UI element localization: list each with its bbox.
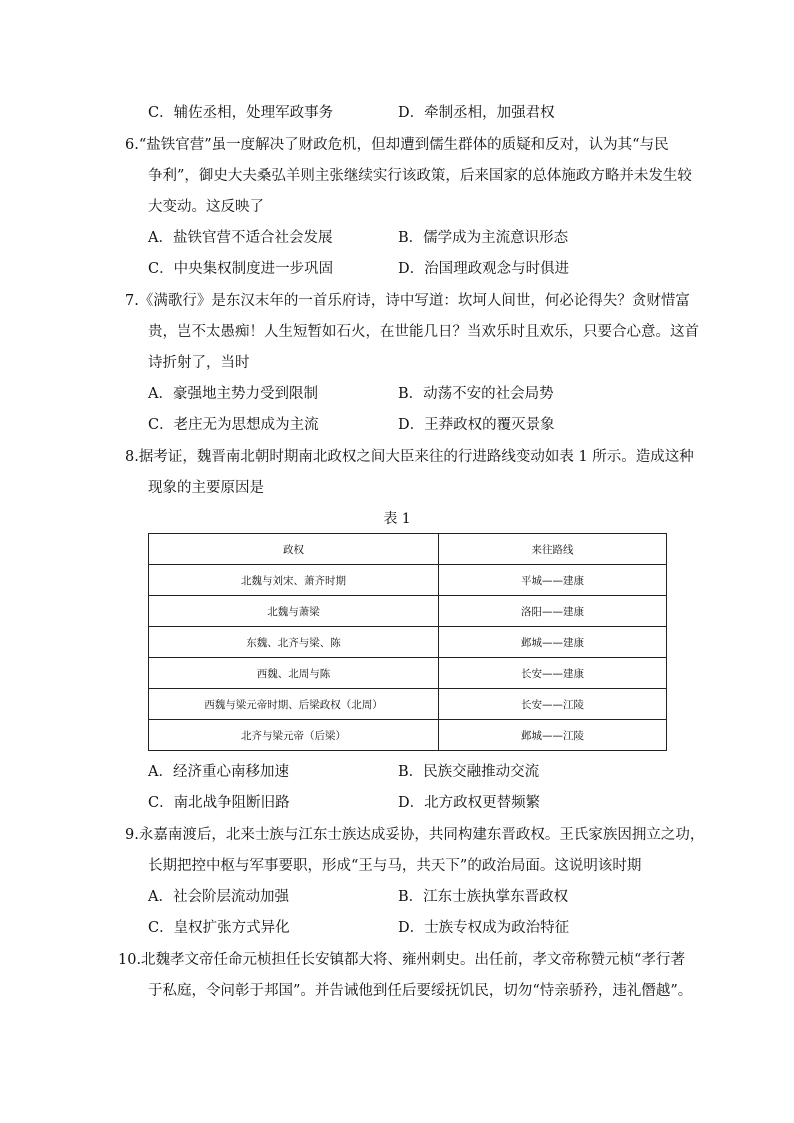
table-caption: 表 1	[383, 511, 411, 527]
q9-option-a: A．社会阶层流动加强	[148, 889, 289, 905]
cell-regime: 东魏、北齐与梁、陈	[149, 627, 439, 658]
q8-option-b: B．民族交融推动交流	[398, 764, 540, 780]
table-row	[149, 689, 667, 720]
q7-option-d: D．王莽政权的覆灭景象	[398, 417, 555, 433]
cell-regime: 西魏、北周与陈	[149, 658, 439, 689]
q9-option-b: B．江东士族执掌东晋政权	[398, 889, 569, 905]
q5-option-d: D．牵制丞相，加强君权	[398, 105, 555, 121]
q6-stem-line-3: 大变动。这反映了	[148, 199, 264, 215]
q9-stem-line-2: 长期把控中枢与军事要职，形成“王与马，共天下”的政治局面。这说明该时期	[148, 858, 642, 874]
header-route: 来往路线	[439, 534, 667, 565]
cell-route: 长安——江陵	[439, 689, 667, 720]
q9-option-c: C．皇权扩张方式异化	[148, 920, 290, 936]
table-row	[149, 596, 667, 627]
q6-option-d: D．治国理政观念与时俱进	[398, 261, 570, 277]
cell-regime: 北魏与萧梁	[149, 596, 439, 627]
q6-option-a: A．盐铁官营不适合社会发展	[148, 230, 333, 246]
q8-option-d: D．北方政权更替频繁	[398, 795, 541, 811]
q6-option-b: B．儒学成为主流意识形态	[398, 230, 569, 246]
q8-option-c: C．南北战争阻断旧路	[148, 795, 290, 811]
q7-option-c: C．老庄无为思想成为主流	[148, 417, 319, 433]
table-row	[149, 627, 667, 658]
table-row	[149, 658, 667, 689]
cell-regime: 北齐与梁元帝（后梁）	[149, 720, 439, 751]
q8-option-a: A．经济重心南移加速	[148, 764, 289, 780]
q7-stem-line-1: 7.《满歌行》是东汉末年的一首乐府诗，诗中写道：坎坷人间世，何必论得失？贪财惜富	[125, 293, 690, 309]
header-regime: 政权	[149, 534, 439, 565]
q9-option-d: D．士族专权成为政治特征	[398, 920, 570, 936]
q9-stem-line-1: 9.永嘉南渡后，北来士族与江东士族达成妥协，共同构建东晋政权。王氏家族因拥立之功，	[125, 827, 705, 843]
cell-regime: 西魏与梁元帝时期、后梁政权（北周）	[149, 689, 439, 720]
q10-stem-line-1: 10.北魏孝文帝任命元桢担任长安镇都大将、雍州刺史。出任前，孝文帝称赞元桢“孝行著	[118, 952, 685, 968]
q8-stem-line-1: 8.据考证，魏晋南北朝时期南北政权之间大臣来往的行进路线变动如表 1 所示。造成这种	[125, 449, 694, 465]
cell-route: 长安——建康	[439, 658, 667, 689]
q7-stem-line-2: 贵，岂不太愚痴！人生短暂如石火，在世能几日？当欢乐时且欢乐，只要合心意。这首	[148, 324, 699, 340]
table-row	[149, 720, 667, 751]
q6-stem-line-1: 6.“盐铁官营”虽一度解决了财政危机，但却遭到儒生群体的质疑和反对，认为其“与民	[125, 137, 669, 153]
q7-option-a: A．豪强地主势力受到限制	[148, 386, 318, 402]
q6-stem-line-2: 争利”，御史大夫桑弘羊则主张继续实行该政策，后来国家的总体施政方略并未发生较	[148, 168, 692, 184]
q7-stem-line-3: 诗折射了，当时	[148, 355, 250, 371]
cell-regime: 北魏与刘宋、萧齐时期	[149, 565, 439, 596]
q5-option-c: C．辅佐丞相，处理军政事务	[148, 105, 334, 121]
table-row	[149, 565, 667, 596]
route-table	[148, 533, 667, 751]
q6-option-c: C．中央集权制度进一步巩固	[148, 261, 334, 277]
q10-stem-line-2: 于私庭，令问彰于邦国”。并告诫他到任后要绥抚饥民，切勿“恃亲骄矜，违礼僭越”。	[148, 983, 693, 999]
cell-route: 平城——建康	[439, 565, 667, 596]
q7-option-b: B．动荡不安的社会局势	[398, 386, 554, 402]
cell-route: 邺城——江陵	[439, 720, 667, 751]
table-header-row	[149, 534, 667, 565]
q8-stem-line-2: 现象的主要原因是	[148, 480, 264, 496]
cell-route: 邺城——建康	[439, 627, 667, 658]
cell-route: 洛阳——建康	[439, 596, 667, 627]
